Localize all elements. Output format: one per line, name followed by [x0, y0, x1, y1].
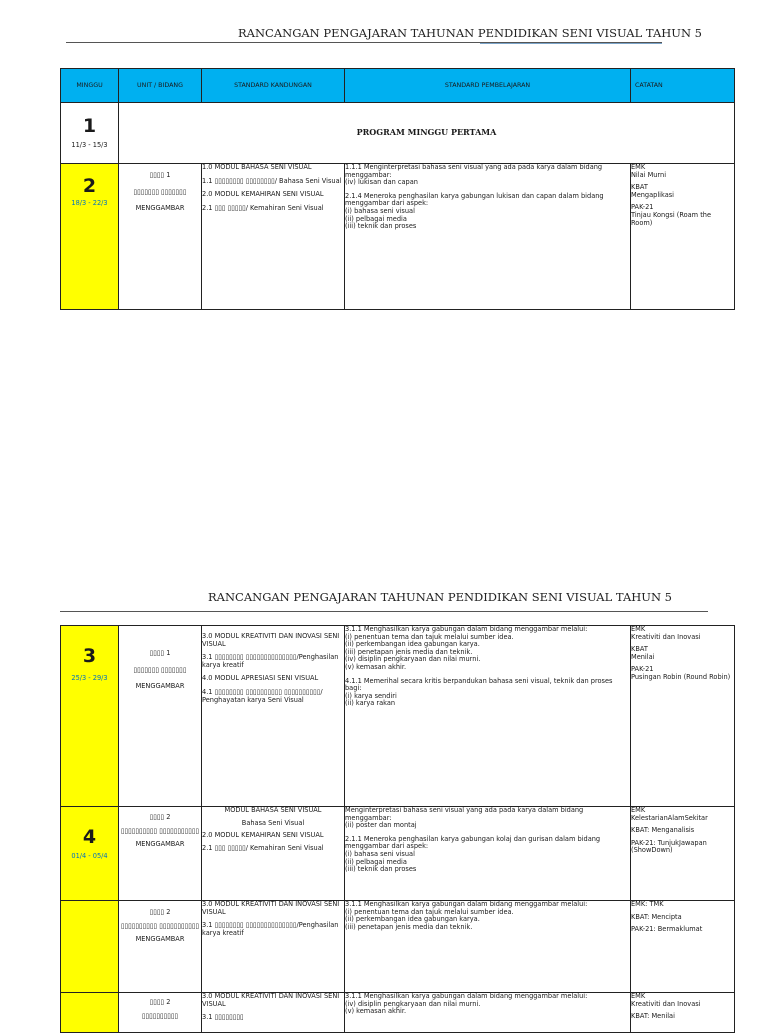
- pembelajaran-line: (v) kemasan akhir.: [345, 662, 407, 671]
- pembelajaran-cell: [345, 901, 631, 993]
- week-cell: [61, 103, 119, 164]
- catatan-cell: [631, 901, 735, 993]
- unit-line: ▯▯▯▯ 2: [149, 908, 171, 916]
- week-cell: [61, 164, 119, 310]
- pembelajaran-line: 1.1.1 Menginterpretasi bahasa seni visual yang ada pada karya dalam bidang menggambar:: [345, 163, 603, 179]
- table-row: [61, 626, 735, 807]
- catatan-line: PAK-21: [631, 203, 654, 212]
- pembelajaran-line: (i) bahasa seni visual: [345, 849, 415, 858]
- pembelajaran-line: (ii) poster dan montaj: [345, 821, 417, 830]
- pembelajaran-line: (ii) karya rakan: [345, 699, 396, 708]
- program-cell: PROGRAM MINGGU PERTAMA: [119, 103, 735, 164]
- pembelajaran-line: (iv) disiplin pengkaryaan dan nilai murni.: [345, 655, 481, 664]
- unit-line: ▯▯▯▯▯▯▯▯▯▯ ▯▯▯▯▯▯▯▯▯▯▯: [120, 826, 200, 835]
- lesson-table-page-2: [60, 625, 735, 1033]
- pembelajaran-line: (i) penentuan tema dan tajuk melalui sumber idea.: [345, 907, 514, 916]
- table-row: [61, 103, 735, 164]
- unit-line: MENGGAMBAR: [135, 204, 185, 213]
- pembelajaran-cell: [345, 626, 631, 807]
- catatan-line: PAK-21: Bermaklumat: [631, 925, 703, 934]
- pembelajaran-line: 3.1.1 Menghasilkan karya gabungan dalam bidang menggambar melalui:: [345, 992, 588, 1000]
- kandungan-item: 2.1 ▯▯▯ ▯▯▯▯▯/ Kemahiran Seni Visual: [202, 843, 324, 852]
- catatan-line: Tinjau Kongsi (Roam the Room): [631, 210, 712, 227]
- kandungan-cell: [202, 626, 345, 807]
- catatan-line: PAK-21: TunjukJawapan (ShowDown): [631, 838, 707, 855]
- unit-line: ▯▯▯▯ 1: [149, 649, 171, 657]
- unit-line: ▯▯▯▯▯▯▯ ▯▯▯▯▯▯▯: [133, 187, 187, 196]
- pembelajaran-line: (ii) pelbagai media: [345, 857, 407, 866]
- kandungan-item: 3.0 MODUL KREATIVITI DAN INOVASI SENI VISUAL: [202, 632, 340, 648]
- week-cell: [61, 626, 119, 807]
- unit-line: ▯▯▯▯ 2: [149, 998, 171, 1006]
- pembelajaran-line: (iv) lukisan dan capan: [345, 178, 418, 187]
- unit-line: MENGGAMBAR: [135, 935, 185, 944]
- week-cell: [61, 807, 119, 901]
- week-number: 1: [82, 115, 97, 137]
- kandungan-item: 3.1 ▯▯▯▯▯▯▯▯ ▯▯▯▯▯▯▯▯▯▯▯▯▯▯/Penghasilan karya kreatif: [202, 921, 339, 937]
- week-number: 4: [82, 826, 97, 848]
- kandungan-cell: [202, 993, 345, 1033]
- pembelajaran-line: (ii) pelbagai media: [345, 214, 407, 223]
- pembelajaran-line: (iii) penetapan jenis media dan teknik.: [345, 647, 473, 656]
- page-title: RANCANGAN PENGAJARAN TAHUNAN PENDIDIKAN SENI VISUAL TAHUN 5: [238, 26, 703, 40]
- pembelajaran-line: (iii) penetapan jenis media dan teknik.: [345, 922, 473, 931]
- kandungan-item: 3.0 MODUL KREATIVITI DAN INOVASI SENI VISUAL: [202, 900, 340, 916]
- catatan-cell: [631, 626, 735, 807]
- catatan-line: KelestarianAlamSekitar: [631, 813, 708, 822]
- pembelajaran-line: (ii) perkembangan idea gabungan karya.: [345, 915, 480, 924]
- kandungan-item: 2.0 MODUL KEMAHIRAN SENI VISUAL: [202, 831, 324, 840]
- kandungan-cell: [202, 807, 345, 901]
- pembelajaran-line: (iv) disiplin pengkaryaan dan nilai murni.: [345, 999, 481, 1008]
- pembelajaran-line: (iii) teknik dan proses: [345, 865, 417, 874]
- catatan-line: KBAT: Mencipta: [631, 912, 682, 921]
- catatan-line: Nilai Murni: [631, 170, 667, 179]
- catatan-line: Menilai: [631, 652, 655, 661]
- catatan-line: Kreativiti dan Inovasi: [631, 999, 701, 1008]
- kandungan-item: 2.0 MODUL KEMAHIRAN SENI VISUAL: [202, 190, 324, 199]
- catatan-line: KBAT: [631, 183, 648, 192]
- catatan-line: EMK: [631, 992, 646, 1000]
- unit-line: MENGGAMBAR: [135, 682, 185, 691]
- catatan-line: PAK-21: [631, 665, 654, 674]
- title-underline-accent: [480, 43, 662, 44]
- catatan-line: EMK: [631, 163, 646, 171]
- kandungan-item: 3.1 ▯▯▯▯▯▯▯▯: [202, 1013, 244, 1022]
- pembelajaran-line: 2.1.1 Meneroka penghasilan karya gabungan kolaj dan gurisan dalam bidang menggambar dari aspek:: [345, 834, 601, 851]
- header-standard-pembelajaran: STANDARD PEMBELAJARAN: [345, 69, 631, 103]
- week-date: 11/3 - 15/3: [71, 141, 108, 149]
- week-number: 2: [82, 175, 97, 197]
- kandungan-cell: [202, 901, 345, 993]
- kandungan-item: 2.1 ▯▯▯ ▯▯▯▯▯/ Kemahiran Seni Visual: [202, 203, 324, 212]
- kandungan-item: 3.1 ▯▯▯▯▯▯▯▯ ▯▯▯▯▯▯▯▯▯▯▯▯▯▯/Penghasilan karya kreatif: [202, 653, 339, 669]
- unit-cell: [119, 626, 202, 807]
- page-title: RANCANGAN PENGAJARAN TAHUNAN PENDIDIKAN SENI VISUAL TAHUN 5: [208, 590, 673, 604]
- week-cell: [61, 993, 119, 1033]
- pembelajaran-cell: [345, 164, 631, 310]
- pembelajaran-line: (i) karya sendiri: [345, 691, 397, 700]
- unit-line: ▯▯▯▯▯▯▯▯▯▯: [141, 1011, 179, 1020]
- pembelajaran-line: (iii) teknik dan proses: [345, 222, 417, 231]
- week-number: 3: [82, 645, 97, 667]
- pembelajaran-cell: [345, 807, 631, 901]
- week-date: 01/4 - 05/4: [71, 852, 108, 860]
- pembelajaran-line: Menginterpretasi bahasa seni visual yang ada pada karya dalam bidang menggambar:: [345, 806, 584, 822]
- kandungan-item: 4.1 ▯▯▯▯▯▯▯▯ ▯▯▯▯▯▯▯▯▯▯ ▯▯▯▯▯▯▯▯▯▯/ Penghayatan karya Seni Visual: [202, 687, 323, 704]
- unit-line: ▯▯▯▯▯▯▯ ▯▯▯▯▯▯▯: [133, 665, 187, 674]
- pembelajaran-line: 4.1.1 Memerihal secara kritis berpandukan bahasa seni visual, teknik dan proses bagi:: [345, 676, 613, 693]
- table-row: [61, 807, 735, 901]
- kandungan-item: 1.0 MODUL BAHASA SENI VISUAL: [202, 163, 312, 171]
- table-row: [61, 164, 735, 310]
- catatan-cell: [631, 164, 735, 310]
- week-cell: [61, 901, 119, 993]
- unit-cell: [119, 807, 202, 901]
- unit-cell: [119, 164, 202, 310]
- unit-line: ▯▯▯▯▯▯▯▯▯▯ ▯▯▯▯▯▯▯▯▯▯▯: [120, 921, 200, 930]
- week-date: 18/3 - 22/3: [71, 199, 108, 207]
- header-unit-bidang: UNIT / BIDANG: [119, 69, 202, 103]
- pembelajaran-line: (i) penentuan tema dan tajuk melalui sumber idea.: [345, 632, 514, 641]
- pembelajaran-line: 3.1.1 Menghasilkan karya gabungan dalam bidang menggambar melalui:: [345, 625, 588, 633]
- unit-line: MENGGAMBAR: [135, 840, 185, 849]
- catatan-line: EMK: TMK: [631, 900, 664, 908]
- pembelajaran-line: 3.1.1 Menghasilkan karya gabungan dalam bidang menggambar melalui:: [345, 900, 588, 908]
- header-catatan: CATATAN: [631, 69, 735, 103]
- kandungan-item: 1.1 ▯▯▯▯▯▯▯▯ ▯▯▯▯▯▯▯▯/ Bahasa Seni Visual: [202, 176, 342, 185]
- kandungan-item: Bahasa Seni Visual: [241, 818, 305, 827]
- catatan-line: Mengaplikasi: [631, 190, 675, 199]
- unit-line: ▯▯▯▯ 1: [149, 171, 171, 179]
- lesson-table-page-1: [60, 68, 735, 310]
- catatan-cell: [631, 807, 735, 901]
- pembelajaran-line: (i) bahasa seni visual: [345, 206, 415, 215]
- pembelajaran-line: (ii) perkembangan idea gabungan karya.: [345, 640, 480, 649]
- kandungan-item: 3.0 MODUL KREATIVITI DAN INOVASI SENI VISUAL: [202, 992, 340, 1008]
- unit-cell: [119, 993, 202, 1033]
- catatan-line: EMK: [631, 625, 646, 633]
- title-underline: [60, 611, 708, 612]
- pembelajaran-line: (v) kemasan akhir.: [345, 1007, 407, 1016]
- kandungan-item: 4.0 MODUL APRESIASI SENI VISUAL: [202, 674, 319, 683]
- table-row: [61, 901, 735, 993]
- catatan-line: Pusingan Robin (Round Robin): [631, 672, 731, 681]
- week-date: 25/3 - 29/3: [71, 674, 108, 682]
- catatan-cell: [631, 993, 735, 1033]
- header-minggu: MINGGU: [61, 69, 119, 103]
- unit-line: ▯▯▯▯ 2: [149, 813, 171, 821]
- catatan-line: KBAT: [631, 645, 648, 654]
- catatan-line: EMK: [631, 806, 646, 814]
- kandungan-cell: [202, 164, 345, 310]
- table-row: [61, 993, 735, 1033]
- kandungan-item: MODUL BAHASA SENI VISUAL: [224, 806, 322, 814]
- header-standard-kandungan: STANDARD KANDUNGAN: [202, 69, 345, 103]
- catatan-line: KBAT: Menilai: [631, 1012, 675, 1021]
- pembelajaran-line: 2.1.4 Meneroka penghasilan karya gabungan lukisan dan capan dalam bidang menggambar dari aspek:: [345, 191, 604, 208]
- catatan-line: KBAT: Menganalisis: [631, 826, 695, 835]
- pembelajaran-cell: [345, 993, 631, 1033]
- unit-cell: [119, 901, 202, 993]
- catatan-line: Kreativiti dan Inovasi: [631, 632, 701, 641]
